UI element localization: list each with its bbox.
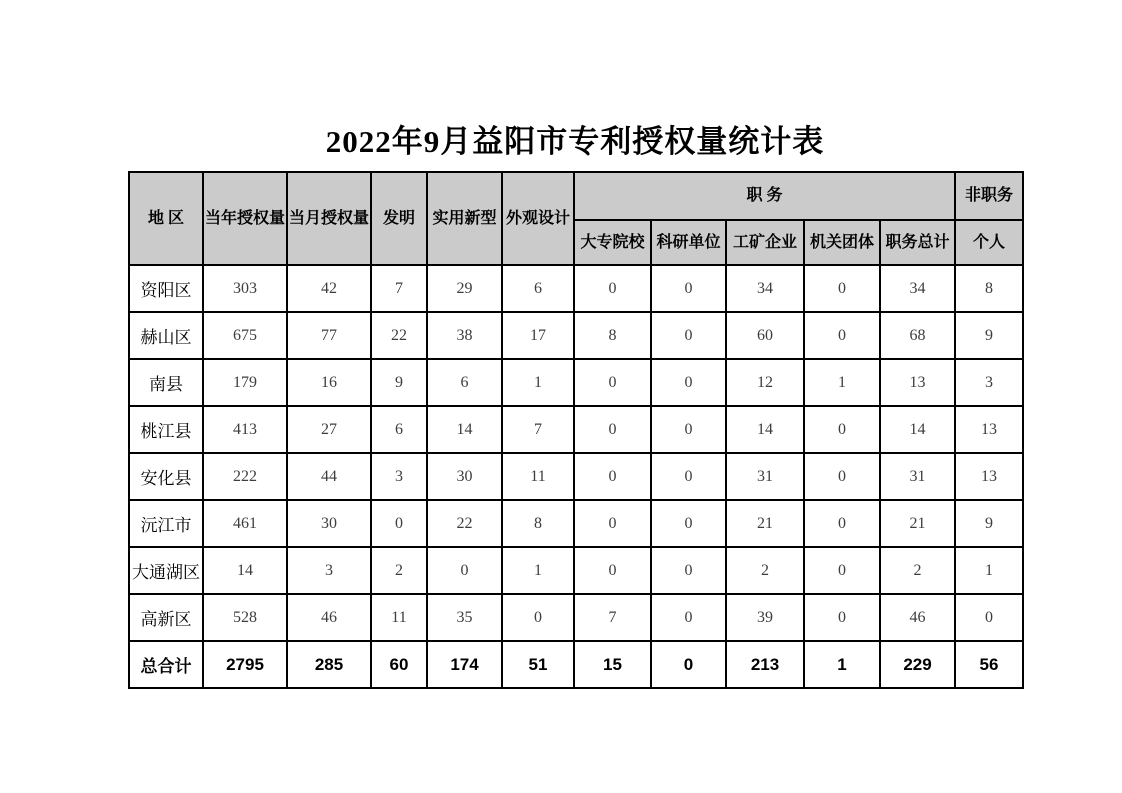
col-header-service-total: 职务总计 [880,220,955,265]
value-cell: 22 [427,500,502,547]
value-cell: 1 [502,547,574,594]
value-cell: 0 [651,406,726,453]
value-cell: 2795 [203,641,287,688]
region-cell: 总合计 [129,641,203,688]
col-header-enterprise: 工矿企业 [726,220,804,265]
value-cell: 0 [804,547,880,594]
value-cell: 0 [804,406,880,453]
value-cell: 0 [574,453,651,500]
value-cell: 30 [427,453,502,500]
value-cell: 60 [371,641,427,688]
value-cell: 3 [287,547,371,594]
value-cell: 0 [574,500,651,547]
region-cell: 高新区 [129,594,203,641]
table-row [129,265,1023,312]
value-cell: 11 [502,453,574,500]
col-header-individual: 个人 [955,220,1023,265]
value-cell: 31 [726,453,804,500]
col-header-region: 地 区 [129,172,203,265]
value-cell: 16 [287,359,371,406]
value-cell: 0 [371,500,427,547]
value-cell: 27 [287,406,371,453]
value-cell: 0 [502,594,574,641]
col-header-agency: 机关团体 [804,220,880,265]
value-cell: 15 [574,641,651,688]
value-cell: 17 [502,312,574,359]
value-cell: 0 [574,359,651,406]
value-cell: 285 [287,641,371,688]
value-cell: 12 [726,359,804,406]
value-cell: 0 [651,265,726,312]
value-cell: 22 [371,312,427,359]
table-row [129,406,1023,453]
value-cell: 14 [427,406,502,453]
table-row [129,500,1023,547]
col-header-month-total: 当月授权量 [287,172,371,265]
value-cell: 179 [203,359,287,406]
value-cell: 7 [502,406,574,453]
value-cell: 7 [371,265,427,312]
value-cell: 229 [880,641,955,688]
value-cell: 9 [955,500,1023,547]
table-row [129,453,1023,500]
value-cell: 0 [804,453,880,500]
value-cell: 68 [880,312,955,359]
value-cell: 13 [955,406,1023,453]
value-cell: 34 [880,265,955,312]
value-cell: 1 [804,641,880,688]
value-cell: 0 [804,265,880,312]
col-group-service: 职 务 [574,172,955,220]
table-row [129,359,1023,406]
region-cell: 桃江县 [129,406,203,453]
value-cell: 1 [804,359,880,406]
value-cell: 7 [574,594,651,641]
value-cell: 46 [880,594,955,641]
col-header-utility-model: 实用新型 [427,172,502,265]
value-cell: 13 [955,453,1023,500]
value-cell: 2 [880,547,955,594]
value-cell: 39 [726,594,804,641]
value-cell: 44 [287,453,371,500]
value-cell: 14 [880,406,955,453]
value-cell: 0 [651,500,726,547]
value-cell: 0 [651,594,726,641]
region-cell: 南县 [129,359,203,406]
region-cell: 安化县 [129,453,203,500]
value-cell: 42 [287,265,371,312]
value-cell: 1 [502,359,574,406]
patent-stats-table [128,171,1024,689]
value-cell: 0 [574,265,651,312]
value-cell: 46 [287,594,371,641]
value-cell: 0 [651,312,726,359]
value-cell: 0 [804,312,880,359]
region-cell: 大通湖区 [129,547,203,594]
value-cell: 14 [726,406,804,453]
value-cell: 51 [502,641,574,688]
value-cell: 461 [203,500,287,547]
value-cell: 9 [955,312,1023,359]
page-title: 2022年9月益阳市专利授权量统计表 [325,124,825,159]
value-cell: 13 [880,359,955,406]
value-cell: 0 [804,500,880,547]
value-cell: 222 [203,453,287,500]
value-cell: 38 [427,312,502,359]
value-cell: 0 [955,594,1023,641]
value-cell: 30 [287,500,371,547]
value-cell: 0 [651,453,726,500]
value-cell: 31 [880,453,955,500]
value-cell: 6 [427,359,502,406]
col-header-invention: 发明 [371,172,427,265]
table-row [129,594,1023,641]
value-cell: 35 [427,594,502,641]
col-header-year-total: 当年授权量 [203,172,287,265]
value-cell: 303 [203,265,287,312]
value-cell: 8 [502,500,574,547]
value-cell: 9 [371,359,427,406]
value-cell: 0 [574,406,651,453]
value-cell: 6 [502,265,574,312]
region-cell: 赫山区 [129,312,203,359]
value-cell: 8 [955,265,1023,312]
value-cell: 77 [287,312,371,359]
value-cell: 0 [651,641,726,688]
table-body [129,265,1023,688]
value-cell: 0 [651,547,726,594]
value-cell: 3 [371,453,427,500]
table-row [129,312,1023,359]
value-cell: 60 [726,312,804,359]
value-cell: 0 [574,547,651,594]
value-cell: 1 [955,547,1023,594]
value-cell: 174 [427,641,502,688]
total-row [129,641,1023,688]
value-cell: 213 [726,641,804,688]
value-cell: 0 [427,547,502,594]
value-cell: 8 [574,312,651,359]
col-group-non-service: 非职务 [955,172,1023,220]
col-header-design: 外观设计 [502,172,574,265]
col-header-research: 科研单位 [651,220,726,265]
value-cell: 2 [371,547,427,594]
value-cell: 528 [203,594,287,641]
header-row-1 [129,172,1023,220]
region-cell: 资阳区 [129,265,203,312]
value-cell: 11 [371,594,427,641]
value-cell: 21 [880,500,955,547]
value-cell: 675 [203,312,287,359]
value-cell: 413 [203,406,287,453]
value-cell: 14 [203,547,287,594]
value-cell: 2 [726,547,804,594]
value-cell: 0 [804,594,880,641]
col-header-college: 大专院校 [574,220,651,265]
value-cell: 34 [726,265,804,312]
region-cell: 沅江市 [129,500,203,547]
value-cell: 56 [955,641,1023,688]
value-cell: 21 [726,500,804,547]
value-cell: 0 [651,359,726,406]
value-cell: 29 [427,265,502,312]
table-header [129,172,1023,265]
value-cell: 6 [371,406,427,453]
table-row [129,547,1023,594]
value-cell: 3 [955,359,1023,406]
